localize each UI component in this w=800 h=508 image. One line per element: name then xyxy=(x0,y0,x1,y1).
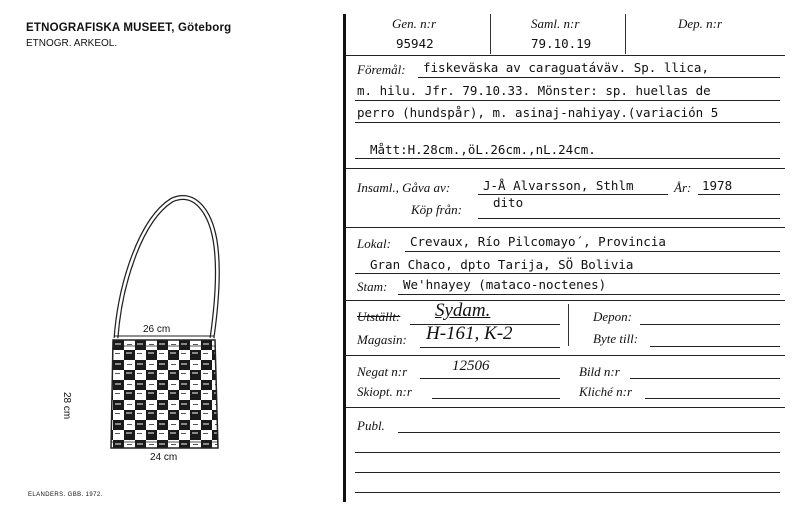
negat-label: Negat n:r xyxy=(357,364,408,379)
kop-label: Köp från: xyxy=(411,202,462,217)
foremal-line1: fiskeväska av caraguatáväv. Sp. llica, xyxy=(423,60,709,75)
insaml-value: J-Å Alvarsson, Sthlm xyxy=(483,178,634,193)
foremal-line3: perro (hundspår), m. asinaj-nahiyay.(variación 5 xyxy=(357,105,719,120)
lokal-label: Lokal: xyxy=(357,236,391,251)
saml-label: Saml. n:r xyxy=(531,16,580,31)
kop-value: dito xyxy=(493,195,524,210)
negat-value: 12506 xyxy=(452,358,490,374)
magasin-value: H-161, K-2 xyxy=(426,323,513,344)
printer-credit: ELANDERS. GBB. 1972. xyxy=(28,492,103,498)
stam-label: Stam: xyxy=(357,279,388,294)
bild-label: Bild n:r xyxy=(579,364,620,379)
gen-value: 95942 xyxy=(396,36,434,51)
dim-height: 28 cm xyxy=(61,392,72,420)
utstallt-label: Utställt: xyxy=(357,309,401,324)
dim-width-bottom: 24 cm xyxy=(150,452,178,463)
saml-value: 79.10.19 xyxy=(531,36,592,51)
gen-label: Gen. n:r xyxy=(392,16,437,31)
matt-value: Mått:H.28cm.,öL.26cm.,nL.24cm. xyxy=(370,142,596,157)
bag-strap xyxy=(116,198,217,338)
skiopt-label: Skiopt. n:r xyxy=(357,384,412,399)
kliche-label: Kliché n:r xyxy=(579,384,633,399)
lokal-line2: Gran Chaco, dpto Tarija, SÖ Bolivia xyxy=(370,257,634,272)
card-left-rule xyxy=(343,14,346,502)
department-label: ETNOGR. ARKEOL. xyxy=(26,38,118,49)
depon-label: Depon: xyxy=(593,309,632,324)
byte-label: Byte till: xyxy=(593,331,639,346)
dim-width-top: 26 cm xyxy=(143,324,171,335)
stam-value: We'hnayey (mataco-noctenes) xyxy=(403,277,607,292)
ar-value: 1978 xyxy=(702,178,733,193)
ar-label: År: xyxy=(674,180,692,195)
publ-label: Publ. xyxy=(357,418,385,433)
insaml-label: Insaml., Gåva av: xyxy=(357,180,451,195)
bag-body xyxy=(111,340,218,448)
dep-label: Dep. n:r xyxy=(678,16,723,31)
magasin-label: Magasin: xyxy=(357,332,407,347)
utstallt-value: Sydam. xyxy=(435,300,491,321)
foremal-line2: m. hilu. Jfr. 79.10.33. Mönster: sp. huellas de xyxy=(357,83,711,98)
foremal-label: Föremål: xyxy=(357,62,406,77)
lokal-line1: Crevaux, Río Pilcomayo´, Provincia xyxy=(410,234,666,249)
museum-title: ETNOGRAFISKA MUSEET, Göteborg xyxy=(26,22,232,34)
